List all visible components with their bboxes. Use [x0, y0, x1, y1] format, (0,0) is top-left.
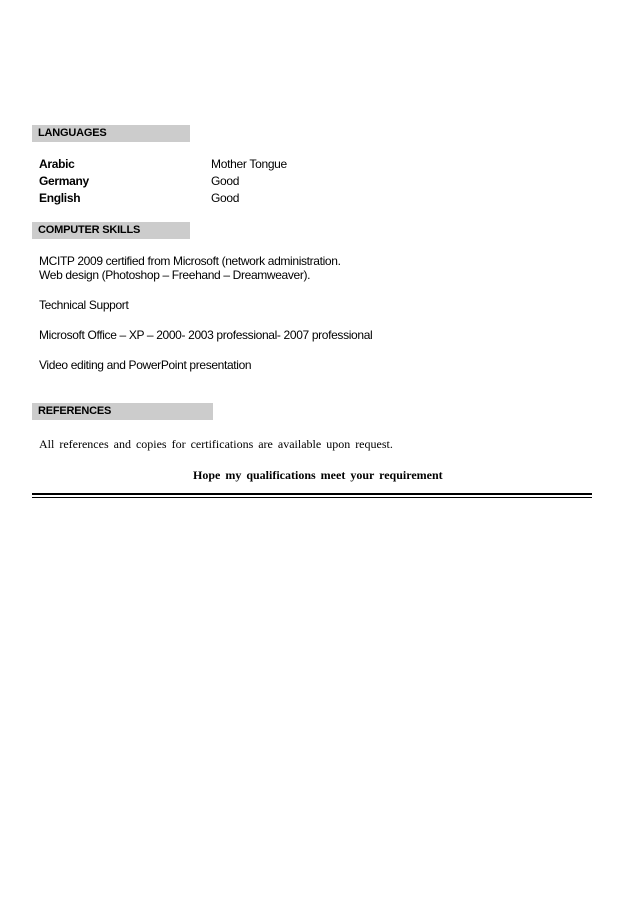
references-text: All references and copies for certifications are available upon request. — [39, 437, 393, 451]
skill-line: Web design (Photoshop – Freehand – Dreamweaver). — [39, 268, 311, 282]
skill-line: MCITP 2009 certified from Microsoft (network administration. — [39, 254, 341, 268]
language-name: English — [39, 191, 81, 205]
closing-statement: Hope my qualifications meet your requirement — [193, 468, 443, 482]
language-name: Germany — [39, 174, 89, 188]
skill-line: Technical Support — [39, 298, 129, 312]
language-level: Good — [211, 174, 240, 188]
language-row — [39, 190, 599, 207]
divider-line — [32, 493, 592, 495]
skill-line: Video editing and PowerPoint presentation — [39, 358, 252, 372]
language-level: Mother Tongue — [211, 157, 287, 171]
language-level: Good — [211, 191, 240, 205]
language-row — [39, 156, 599, 173]
computer-skills-header: COMPUTER SKILLS — [32, 222, 190, 239]
languages-header: LANGUAGES — [32, 125, 190, 142]
language-row — [39, 173, 599, 190]
skill-line: Microsoft Office – XP – 2000- 2003 professional- 2007 professional — [39, 328, 373, 342]
divider-line — [32, 497, 592, 498]
language-name: Arabic — [39, 157, 75, 171]
references-header: REFERENCES — [32, 403, 213, 420]
